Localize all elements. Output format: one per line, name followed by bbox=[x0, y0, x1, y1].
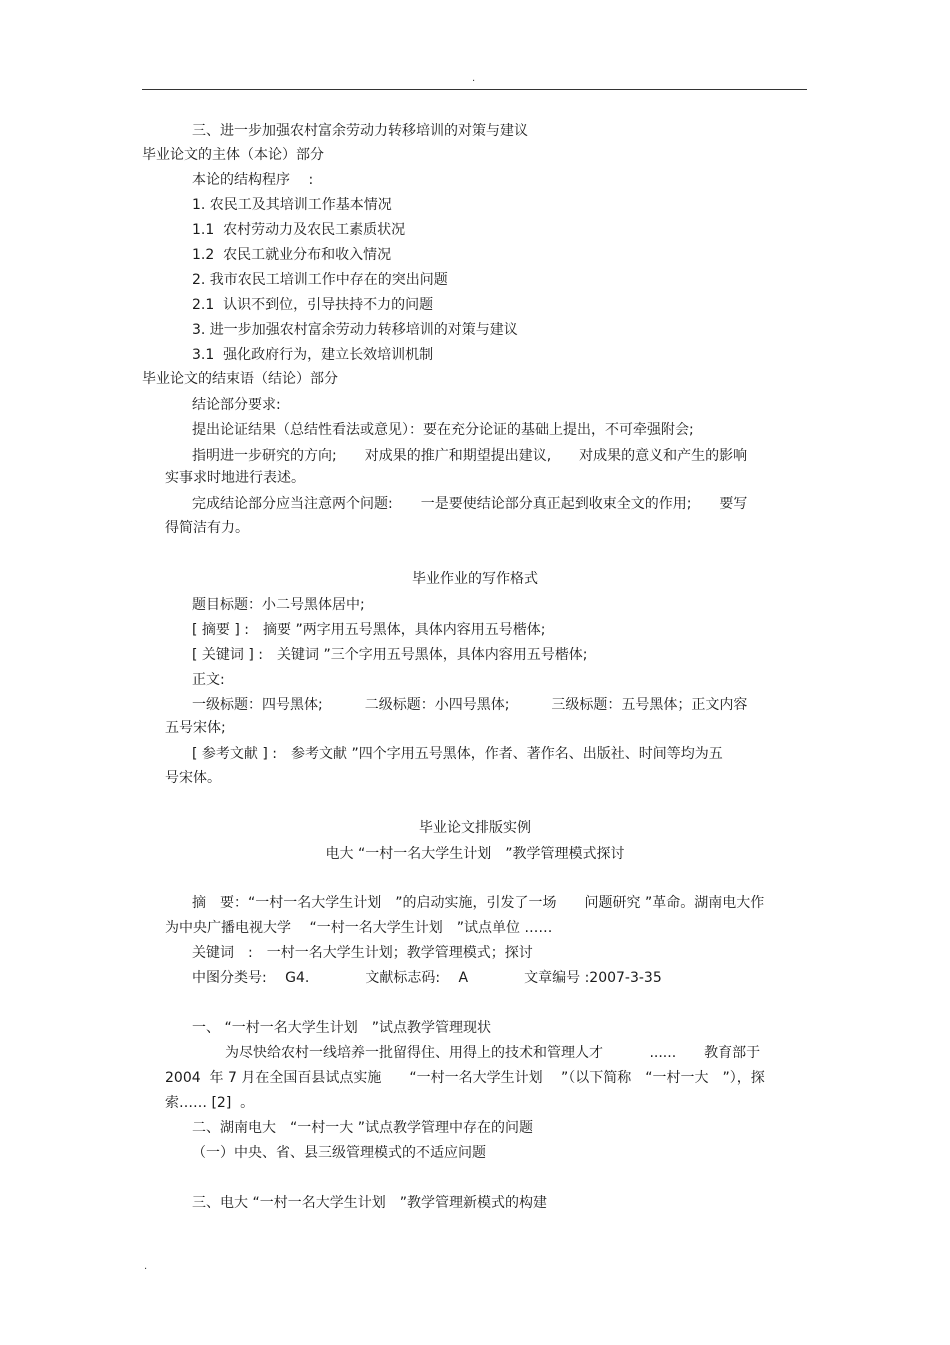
header-mark: . bbox=[472, 73, 476, 84]
body-part-heading: 毕业论文的主体（本论）部分 bbox=[142, 147, 324, 163]
example-subsection-2-1: （一）中央、省、县三级管理模式的不适应问题 bbox=[192, 1145, 486, 1161]
example-classification: 中图分类号: G4. 文献标志码: A 文章编号 :2007-3-35 bbox=[192, 970, 662, 986]
outline-item-2-1: 2.1 认识不到位，引导扶持不力的问题 bbox=[192, 297, 434, 313]
example-section-3: 三、电大 “一村一名大学生计划 ”教学管理新模式的构建 bbox=[192, 1195, 547, 1211]
format-title: 毕业作业的写作格式 bbox=[412, 571, 538, 587]
conclusion-point-2-cont: 实事求时地进行表述。 bbox=[165, 470, 305, 486]
example-paragraph-1-cont: 2004 年 7 月在全国百县试点实施 “一村一名大学生计划 ”（以下简称 “一村一大 ”），探 bbox=[165, 1070, 765, 1086]
example-section-1: 一、 “一村一名大学生计划 ”试点教学管理现状 bbox=[192, 1020, 491, 1036]
format-references-rule-cont: 号宋体。 bbox=[165, 770, 221, 786]
section-heading-3: 三、进一步加强农村富余劳动力转移培训的对策与建议 bbox=[192, 123, 528, 139]
format-references-rule: [ 参考文献 ] : 参考文献 ”四个字用五号黑体，作者、著作名、出版社、时间等均为五 bbox=[192, 746, 723, 762]
outline-item-1: 1. 农民工及其培训工作基本情况 bbox=[192, 197, 392, 213]
outline-item-1-1: 1.1 农村劳动力及农民工素质状况 bbox=[192, 222, 406, 238]
structure-intro: 本论的结构程序 : bbox=[192, 172, 314, 188]
format-heading-levels: 一级标题：四号黑体; 二级标题：小四号黑体; 三级标题：五号黑体；正文内容 bbox=[192, 697, 748, 713]
example-paper-title: 电大 “一村一名大学生计划 ”教学管理模式探讨 bbox=[325, 846, 625, 862]
conclusion-point-1: 提出论证结果（总结性看法或意见）：要在充分论证的基础上提出，不可牵强附会; bbox=[192, 422, 694, 438]
conclusion-requirements: 结论部分要求: bbox=[192, 397, 281, 413]
example-abstract: 摘 要：“一村一名大学生计划 ”的启动实施，引发了一场 问题研究 ”革命。湖南电大作 bbox=[192, 895, 765, 911]
conclusion-point-3: 完成结论部分应当注意两个问题: 一是要使结论部分真正起到收束全文的作用; 要写 bbox=[192, 496, 748, 512]
footer-mark: . bbox=[144, 1261, 148, 1272]
example-section-2: 二、湖南电大 “一村一大 ”试点教学管理中存在的问题 bbox=[192, 1120, 533, 1136]
header-rule bbox=[142, 89, 807, 90]
format-body-label: 正文: bbox=[192, 672, 225, 688]
example-paragraph-1: 为尽快给农村一线培养一批留得住、用得上的技术和管理人才 ...... 教育部于 bbox=[225, 1045, 761, 1061]
format-title-rule: 题目标题：小二号黑体居中; bbox=[192, 597, 365, 613]
conclusion-point-3-cont: 得简洁有力。 bbox=[165, 520, 249, 536]
format-abstract-rule: [ 摘要 ] : 摘要 ”两字用五号黑体，具体内容用五号楷体; bbox=[192, 622, 546, 638]
outline-item-3-1: 3.1 强化政府行为，建立长效培训机制 bbox=[192, 347, 434, 363]
format-keywords-rule: [ 关键词 ] : 关键词 ”三个字用五号黑体，具体内容用五号楷体; bbox=[192, 647, 588, 663]
outline-item-1-2: 1.2 农民工就业分布和收入情况 bbox=[192, 247, 392, 263]
outline-item-2: 2. 我市农民工培训工作中存在的突出问题 bbox=[192, 272, 448, 288]
conclusion-part-heading: 毕业论文的结束语（结论）部分 bbox=[142, 371, 338, 387]
conclusion-point-2: 指明进一步研究的方向; 对成果的推广和期望提出建议, 对成果的意义和产生的影响 bbox=[192, 448, 748, 464]
outline-item-3: 3. 进一步加强农村富余劳动力转移培训的对策与建议 bbox=[192, 322, 518, 338]
example-title: 毕业论文排版实例 bbox=[419, 820, 531, 836]
format-heading-levels-cont: 五号宋体; bbox=[165, 720, 226, 736]
example-paragraph-1-end: 索…… [2] 。 bbox=[165, 1095, 255, 1111]
example-keywords: 关键词 : 一村一名大学生计划；教学管理模式；探讨 bbox=[192, 945, 533, 961]
example-abstract-cont: 为中央广播电视大学 “一村一名大学生计划 ”试点单位 …… bbox=[165, 920, 553, 936]
